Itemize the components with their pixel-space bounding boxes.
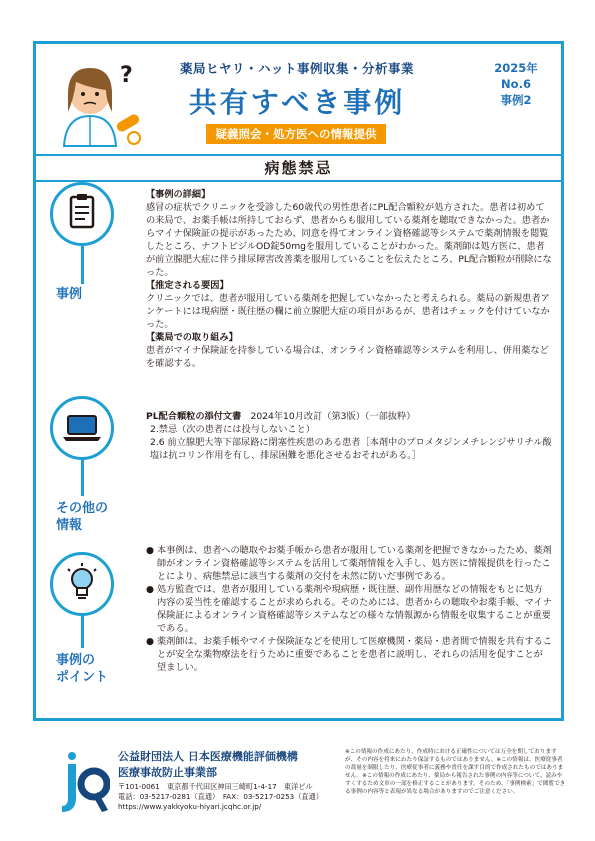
theme-bar: [36, 154, 561, 182]
point-item: [146, 544, 552, 583]
package-insert-name: PL配合顆粒の添付文書: [146, 411, 242, 422]
category-badge: 疑義照会・処方医への情報提供: [206, 124, 386, 144]
address: 〒101-0061 東京都千代田区神田三崎町1-4-17 東洋ビル: [118, 782, 313, 791]
organization-name: 公益財団法人 日本医療機能評価機構: [118, 750, 298, 763]
lightbulb-icon: [50, 552, 114, 616]
point-item: [146, 583, 552, 635]
theme-title: 病態禁忌: [264, 159, 333, 177]
section-label-case: 事例: [56, 287, 83, 302]
header: [36, 44, 561, 164]
cause-body: クリニックでは、患者が服用している薬剤を把握していなかったと考えられる。薬局の新規患者アンケートには現病歴・既往歴の欄に前立腺肥大症の項目があるが、患者はチェックを付けていなかった。: [146, 293, 550, 330]
issue-number: No.6: [501, 77, 531, 91]
contraindication-heading: 2.禁忌（次の患者には投与しないこと）: [150, 424, 315, 435]
section-label-point: [56, 652, 142, 686]
section-connector: [81, 460, 84, 496]
clipboard-icon: [50, 182, 114, 246]
section-label-point-line1: 事例の: [56, 653, 96, 668]
phone-fax: 電話：03-5217-0281（直通） FAX：03-5217-0253（直通）: [118, 792, 323, 801]
issue-year: 2025年: [494, 61, 538, 75]
case-section: [146, 188, 552, 370]
website-link[interactable]: https://www.yakkyoku-hiyari.jcqhc.or.jp/: [118, 802, 262, 811]
points-section: [146, 544, 552, 674]
page-title: 共有すべき事例: [188, 86, 406, 119]
bullet-mark: ●: [146, 584, 155, 595]
section-label-other-line2: 情報: [56, 518, 83, 533]
bullet-mark: ●: [146, 636, 155, 647]
case-number: 事例2: [500, 93, 532, 107]
section-connector: [81, 246, 84, 284]
point-item: [146, 635, 552, 674]
other-info-section: [146, 410, 552, 462]
point-text: 本事例は、患者への聴取やお薬手帳から患者が服用している薬剤を把握できなかったため、薬剤師がオンライン資格確認等システムを活用して薬剤情報を入手し、処方医に情報提供を行ったことにより、病態禁忌に該当する薬剤の交付を未然に防いだ事例である。: [157, 545, 552, 582]
case-sheet-frame: [33, 41, 564, 721]
package-insert-title: [146, 410, 552, 423]
pharmacist-icon: [50, 54, 146, 150]
point-text: 処方監査では、患者が服用している薬剤や現病歴・既往歴、副作用歴などの情報をもとに処方内容の妥当性を確認することが求められる。そのためには、患者からの聴取やお薬手帳、マイナ保険証によるオンライン資格確認等システムなどの様々な情報源から情報を収集することが重要である。: [157, 584, 552, 634]
point-text: 薬剤師は、お薬手帳やマイナ保険証などを使用して医療機関・薬局・患者間で情報を共有することが安全な薬物療法を行うために重要であることを患者に説明し、それらの活用を促すことが望ましい。: [157, 636, 552, 673]
jq-logo-icon: [58, 750, 110, 818]
detail-heading: 【事例の詳細】: [146, 189, 211, 200]
section-connector: [81, 616, 84, 648]
cause-heading: 【推定される要因】: [146, 280, 229, 291]
bullet-mark: ●: [146, 545, 155, 556]
detail-body: 感冒の症状でクリニックを受診した60歳代の男性患者にPL配合顆粒が処方された。患者は初めての来局で、お薬手帳は所持しておらず、患者からも服用している薬剤を聴取できなかった。患者からマイナ保険証の提示があったため、同意を得てオンライン資格確認等システムで薬剤情報を閲覧したところ、ナフトピジルOD錠50mgを服用していることがわかった。薬剤師は処方医に、患者が前立腺肥大症に伴う排尿障害改善薬を服用していることを伝えたところ、PL配合顆粒が削除になった。: [146, 202, 552, 278]
package-insert-revision: 2024年10月改訂（第3版）（一部抜粋）: [241, 411, 416, 422]
contraindication-item: 2.6 前立腺肥大等下部尿路に閉塞性疾患のある患者［本剤中のプロメタジンメチレンジサリチル酸塩は抗コリン作用を有し、排尿困難を悪化させるおそれがある。］: [150, 437, 552, 461]
organization-contact: [118, 782, 323, 812]
action-body: 患者がマイナ保険証を持参している場合は、オンライン資格確認等システムを利用し、併用薬などを確認する。: [146, 345, 549, 369]
laptop-icon: [50, 396, 114, 460]
action-heading: 【薬局での取り組み】: [146, 332, 238, 343]
section-label-other: [56, 500, 142, 534]
svg-text:?: ?: [120, 63, 133, 88]
section-label-point-line2: ポイント: [56, 670, 109, 685]
disclaimer: ※この情報の作成にあたり、作成時における正確性については万全を期しておりますが、その内容を将来にわたり保証するものではありません。※この情報は、医療従事者の裁量を制限したり、医療従事者に義務や責任を課す目的で作成されたものではありません。※この情報の作成にあたり、薬局から報告された事例の内容等について、読みやすくするため文章の一部を修正することがあります。そのため、「事例検索」で閲覧できる事例の内容等と表現が異なる場合がありますのでご注意ください。: [345, 749, 566, 795]
organization-division: 医療事故防止事業部: [118, 766, 217, 779]
footer: [0, 722, 595, 841]
section-label-other-line1: その他の: [56, 501, 109, 516]
issue-meta: [476, 60, 556, 108]
program-subtitle: 薬局ヒヤリ・ハット事例収集・分析事業: [179, 61, 414, 76]
section-sidebar: [36, 182, 136, 718]
